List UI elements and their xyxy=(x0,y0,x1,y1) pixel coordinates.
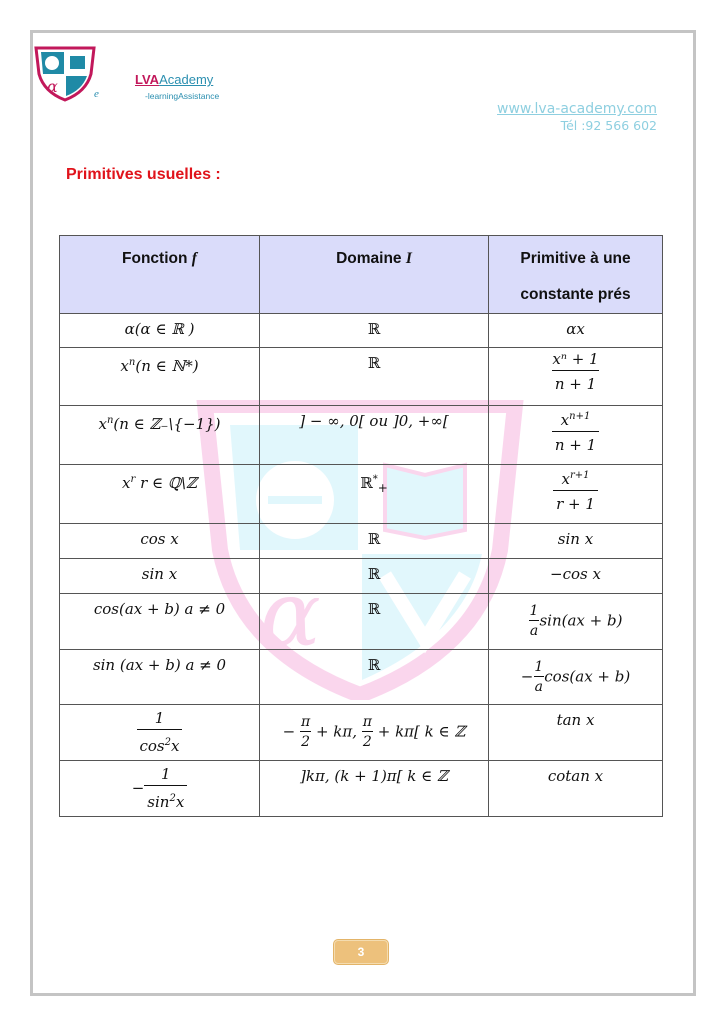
cell-domaine: ℝ xyxy=(260,524,489,559)
cell-fonction: sin x xyxy=(60,559,260,594)
table-row xyxy=(60,705,663,761)
cell-fonction: $x^n(n$ ∈ ℤ₋\{−1}) xyxy=(60,406,260,465)
cell-primitive: cotan x xyxy=(489,761,663,817)
cell-domaine: ℝ*$_+$ xyxy=(260,465,489,524)
cell-primitive: tan x xyxy=(489,705,663,761)
table-header-row xyxy=(60,236,663,314)
header-fonction: Fonction f xyxy=(60,236,260,314)
brand-primary: LVA xyxy=(135,72,160,87)
cell-domaine: ℝ xyxy=(260,348,489,406)
primitives-table xyxy=(59,235,663,817)
brand-name xyxy=(135,72,213,87)
header-domaine: Domaine I xyxy=(260,236,489,314)
cell-fonction: $\frac{1}{\cos^2x}$ xyxy=(60,705,260,761)
table-row xyxy=(60,559,663,594)
cell-fonction: $x^r$ r ∈ ℚ\ℤ xyxy=(60,465,260,524)
cell-primitive: sin x xyxy=(489,524,663,559)
phone-number: Tél :92 566 602 xyxy=(560,118,657,133)
brand-secondary: Academy xyxy=(159,72,214,87)
cell-fonction: − $\frac{1}{\sin^2x}$ xyxy=(60,761,260,817)
table-row xyxy=(60,406,663,465)
cell-fonction: $x^n(n$ ∈ ℕ*) xyxy=(60,348,260,406)
cell-primitive: −cos x xyxy=(489,559,663,594)
cell-primitive: − $\frac{1}{a}$ cos(ax + b) xyxy=(489,650,663,705)
page-number-badge: 3 xyxy=(334,940,388,964)
cell-primitive: $\frac{1}{a}$ sin(ax + b) xyxy=(489,594,663,650)
table-row xyxy=(60,594,663,650)
cell-primitive: αx xyxy=(489,314,663,348)
cell-primitive: $\frac{x^{r+1}}{r + 1}$ xyxy=(489,465,663,524)
cell-domaine: ℝ xyxy=(260,559,489,594)
table-row xyxy=(60,465,663,524)
logo-letter: e xyxy=(94,88,99,100)
cell-fonction: cos x xyxy=(60,524,260,559)
table-row xyxy=(60,348,663,406)
lva-shield-logo xyxy=(34,46,96,102)
brand-tagline: -learningAssistance xyxy=(145,91,220,101)
cell-fonction: α(α ∈ ℝ ) xyxy=(60,314,260,348)
cell-domaine: − $\frac{\pi}{2}$ + kπ, $\frac{\pi}{2}$ + kπ[ k ∈ ℤ xyxy=(260,705,489,761)
watermark-alpha-glyph: α xyxy=(260,562,321,667)
cell-fonction: sin (ax + b) a ≠ 0 xyxy=(60,650,260,705)
cell-domaine: ℝ xyxy=(260,594,489,650)
section-title: Primitives usuelles : xyxy=(66,166,221,183)
cell-domaine: ℝ xyxy=(260,314,489,348)
table-row xyxy=(60,314,663,348)
table-row xyxy=(60,761,663,817)
cell-domaine: ]kπ, (k + 1)π[ k ∈ ℤ xyxy=(260,761,489,817)
cell-primitive: $\frac{x^{n+1}}{n + 1}$ xyxy=(489,406,663,465)
svg-text:α: α xyxy=(47,77,58,96)
cell-fonction: cos(ax + b) a ≠ 0 xyxy=(60,594,260,650)
table-row xyxy=(60,524,663,559)
website-link[interactable]: www.lva-academy.com xyxy=(497,101,657,117)
header-primitive: Primitive à une constante prés xyxy=(489,236,663,314)
cell-domaine: ℝ xyxy=(260,650,489,705)
cell-domaine: ] − ∞, 0[ ou ]0, +∞[ xyxy=(260,406,489,465)
cell-primitive: $\frac{\text{xⁿ + 1}}{n + 1}$ xyxy=(489,348,663,406)
table-row xyxy=(60,650,663,705)
